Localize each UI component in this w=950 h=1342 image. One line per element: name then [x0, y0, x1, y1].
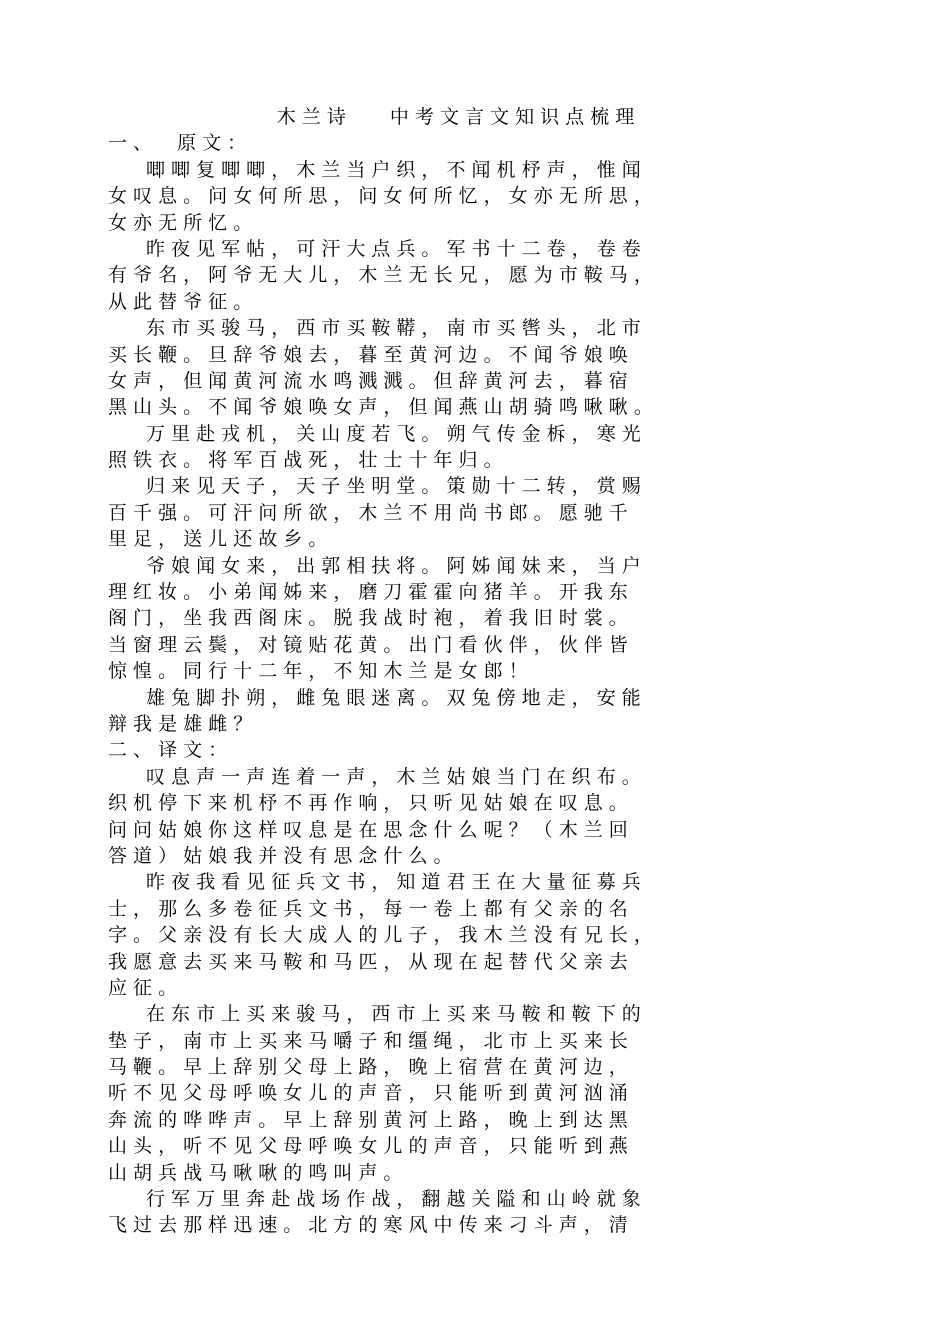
text-line: 昨 夜 我 看 见 征 兵 文 书 ， 知 道 君 王 在 大 量 征 募 兵: [108, 871, 641, 894]
text-line: 有 爷 名 ， 阿 爷 无 大 儿 ， 木 兰 无 长 兄 ， 愿 为 市 鞍 马 ，: [108, 264, 653, 287]
text-line: 行 军 万 里 奔 赴 战 场 作 战 ， 翻 越 关 隘 和 山 岭 就 象: [108, 1188, 641, 1211]
text-line: 问 问 姑 娘 你 这 样 叹 息 是 在 思 念 什 么 呢 ？ （ 木 兰 回: [108, 818, 628, 841]
text-line: 答 道 ） 姑 娘 我 并 没 有 思 念 什 么 。: [108, 844, 453, 867]
text-line: 买 长 鞭 。 旦 辞 爷 娘 去 ， 暮 至 黄 河 边 。 不 闻 爷 娘 唤: [108, 343, 628, 366]
text-line: 里 足 ， 送 儿 还 故 乡 。: [108, 528, 328, 551]
text-line: 字 。 父 亲 没 有 长 大 成 人 的 儿 子 ， 我 木 兰 没 有 兄 长 ，: [108, 924, 653, 947]
text-line: 马 鞭 。 早 上 辞 别 父 母 上 路 ， 晚 上 宿 营 在 黄 河 边 ，: [108, 1056, 628, 1079]
text-line: 在 东 市 上 买 来 骏 马 ， 西 市 上 买 来 马 鞍 和 鞍 下 的: [108, 1003, 641, 1026]
text-line: 从 此 替 爷 征 。: [108, 290, 253, 313]
text-line: 东 市 买 骏 马 ， 西 市 买 鞍 鞯 ， 南 市 买 辔 头 ， 北 市: [108, 317, 641, 340]
text-line: 阁 门 ， 坐 我 西 阁 床 。 脱 我 战 时 袍 ， 着 我 旧 时 裳 。: [108, 607, 628, 630]
text-line: 听 不 见 父 母 呼 唤 女 儿 的 声 音 ， 只 能 听 到 黄 河 汹 涌: [108, 1082, 628, 1105]
text-line: 百 千 强 。 可 汗 问 所 欲 ， 木 兰 不 用 尚 书 郎 。 愿 驰 千: [108, 501, 628, 524]
text-line: 惊 惶 。 同 行 十 二 年 ， 不 知 木 兰 是 女 郎 ！: [108, 660, 528, 683]
text-line: 黑 山 头 。 不 闻 爷 娘 唤 女 声 ， 但 闻 燕 山 胡 骑 鸣 啾 啾 。: [108, 396, 653, 419]
text-line: 山 头 ， 听 不 见 父 母 呼 唤 女 儿 的 声 音 ， 只 能 听 到 燕: [108, 1135, 628, 1158]
text-line: 辩 我 是 雄 雌 ？: [108, 712, 253, 735]
text-line: 垫 子 ， 南 市 上 买 来 马 嚼 子 和 缰 绳 ， 北 市 上 买 来 长: [108, 1029, 628, 1052]
text-line: 爷 娘 闻 女 来 ， 出 郭 相 扶 将 。 阿 姊 闻 妹 来 ， 当 户: [108, 554, 641, 577]
text-line: 山 胡 兵 战 马 啾 啾 的 鸣 叫 声 。: [108, 1161, 403, 1184]
text-line: 叹 息 声 一 声 连 着 一 声 ， 木 兰 姑 娘 当 门 在 织 布 。: [108, 765, 641, 788]
text-line: 昨 夜 见 军 帖 ， 可 汗 大 点 兵 。 军 书 十 二 卷 ， 卷 卷: [108, 237, 641, 260]
text-line: 唧 唧 复 唧 唧 ， 木 兰 当 户 织 ， 不 闻 机 杼 声 ， 惟 闻: [108, 158, 641, 181]
text-line: 理 红 妆 。 小 弟 闻 姊 来 ， 磨 刀 霍 霍 向 猪 羊 。 开 我 东: [108, 581, 628, 604]
text-line: 万 里 赴 戎 机 ， 关 山 度 若 飞 。 朔 气 传 金 柝 ， 寒 光: [108, 422, 641, 445]
text-line: 雄 兔 脚 扑 朔 ， 雌 兔 眼 迷 离 。 双 兔 傍 地 走 ， 安 能: [108, 686, 641, 709]
text-line: 女 声 ， 但 闻 黄 河 流 水 鸣 溅 溅 。 但 辞 黄 河 去 ， 暮 宿: [108, 369, 628, 392]
text-line: 我 愿 意 去 买 来 马 鞍 和 马 匹 ， 从 现 在 起 替 代 父 亲 去: [108, 950, 628, 973]
document-title: 木 兰 诗 中 考 文 言 文 知 识 点 梳 理: [276, 106, 635, 128]
text-line: 归 来 见 天 子 ， 天 子 坐 明 堂 。 策 勋 十 二 转 ， 赏 赐: [108, 475, 641, 498]
text-line: 织 机 停 下 来 机 杼 不 再 作 响 ， 只 听 见 姑 娘 在 叹 息 。: [108, 792, 628, 815]
text-line: 士 ， 那 么 多 卷 征 兵 文 书 ， 每 一 卷 上 都 有 父 亲 的 名: [108, 897, 628, 920]
text-line: 当 窗 理 云 鬓 ， 对 镜 贴 花 黄 。 出 门 看 伙 伴 ， 伙 伴 皆: [108, 633, 628, 656]
text-line: 女 亦 无 所 忆 。: [108, 211, 253, 234]
document-page: [108, 104, 843, 1239]
section-heading-original: 一 、 原 文 ：: [108, 132, 247, 155]
text-line: 奔 流 的 哗 哗 声 。 早 上 辞 别 黄 河 上 路 ， 晚 上 到 达 黑: [108, 1108, 628, 1131]
section-heading-translation: 二 、 译 文 ：: [108, 739, 228, 762]
text-line: 女 叹 息 。 问 女 何 所 思 ， 问 女 何 所 忆 ， 女 亦 无 所 思 ，: [108, 185, 653, 208]
text-line: 飞 过 去 那 样 迅 速 。 北 方 的 寒 风 中 传 来 刁 斗 声 ， 清: [108, 1214, 628, 1237]
text-line: 照 铁 衣 。 将 军 百 战 死 ， 壮 士 十 年 归 。: [108, 449, 503, 472]
text-line: 应 征 。: [108, 976, 178, 999]
